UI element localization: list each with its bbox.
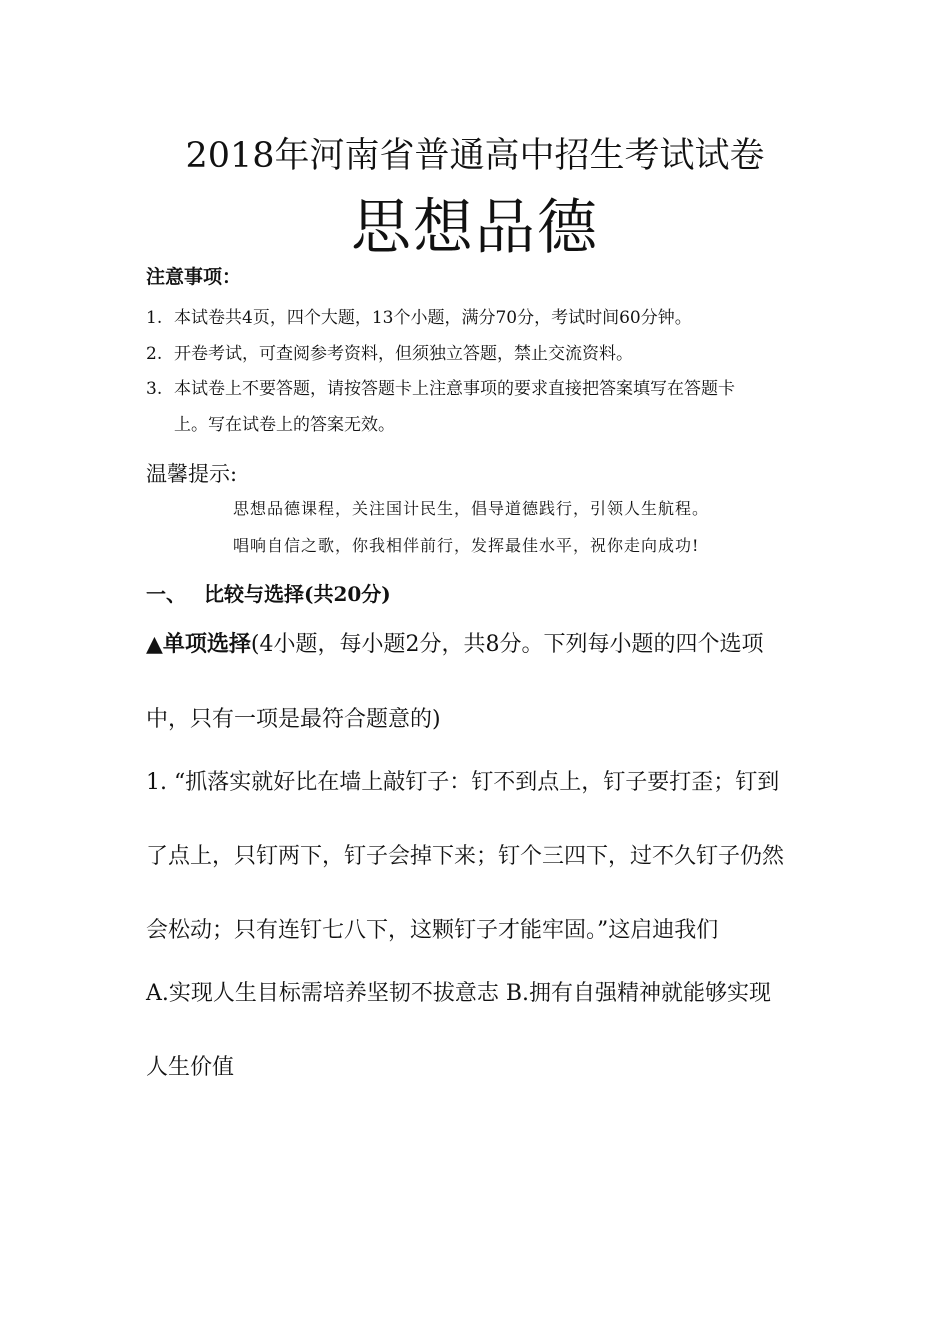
- section-title: 比较与选择(共20分): [204, 582, 391, 606]
- notice-item-text: 本试卷共4页，四个大题，13个小题，满分70分，考试时间60分钟。: [174, 308, 692, 328]
- question-text: 了点上，只钉两下，钉子会掉下来；钉个三四下，过不久钉子仍然: [146, 844, 785, 869]
- single-choice-description-cont: 中，只有一项是最符合题意的): [146, 707, 441, 732]
- notice-item: [146, 339, 633, 364]
- single-choice-instructions: [146, 627, 764, 658]
- notice-item: [146, 303, 692, 328]
- notice-item-number: 2.: [146, 344, 163, 364]
- exam-subject: 思想品德: [351, 193, 599, 263]
- notice-item-text: 开卷考试，可查阅参考资料，但须独立答题，禁止交流资料。: [174, 344, 633, 364]
- tip-line: 思想品德课程，关注国计民生，倡导道德践行，引领人生航程。: [233, 499, 710, 518]
- single-choice-label: ▲单项选择: [146, 631, 251, 657]
- notice-item-continuation: 上。写在试卷上的答案无效。: [174, 415, 395, 435]
- question-text: 会松动；只有连钉七八下，这颗钉子才能牢固。”这启迪我们: [146, 918, 719, 943]
- notice-item-number: 3.: [146, 379, 163, 399]
- single-choice-description: (4小题，每小题2分，共8分。下列每小题的四个选项: [250, 632, 764, 657]
- answer-options: A.实现人生目标需培养坚韧不拔意志 B.拥有自强精神就能够实现: [146, 981, 772, 1006]
- notice-item-number: 1.: [146, 308, 163, 328]
- section-number: 一、: [146, 582, 186, 606]
- answer-options-cont: 人生价值: [146, 1055, 235, 1080]
- tip-line: 唱响自信之歌，你我相伴前行，发挥最佳水平，祝你走向成功!: [233, 536, 700, 555]
- notice-heading: 注意事项：: [146, 266, 242, 288]
- notice-item: [146, 374, 735, 399]
- question-text: 1. “抓落实就好比在墙上敲钉子：钉不到点上，钉子要打歪；钉到: [146, 770, 780, 795]
- exam-title: 2018年河南省普通高中招生考试试卷: [185, 136, 765, 176]
- section-heading: [146, 578, 391, 607]
- tips-heading: 温馨提示:: [146, 462, 238, 486]
- notice-item-text: 本试卷上不要答题，请按答题卡上注意事项的要求直接把答案填写在答题卡: [174, 379, 735, 399]
